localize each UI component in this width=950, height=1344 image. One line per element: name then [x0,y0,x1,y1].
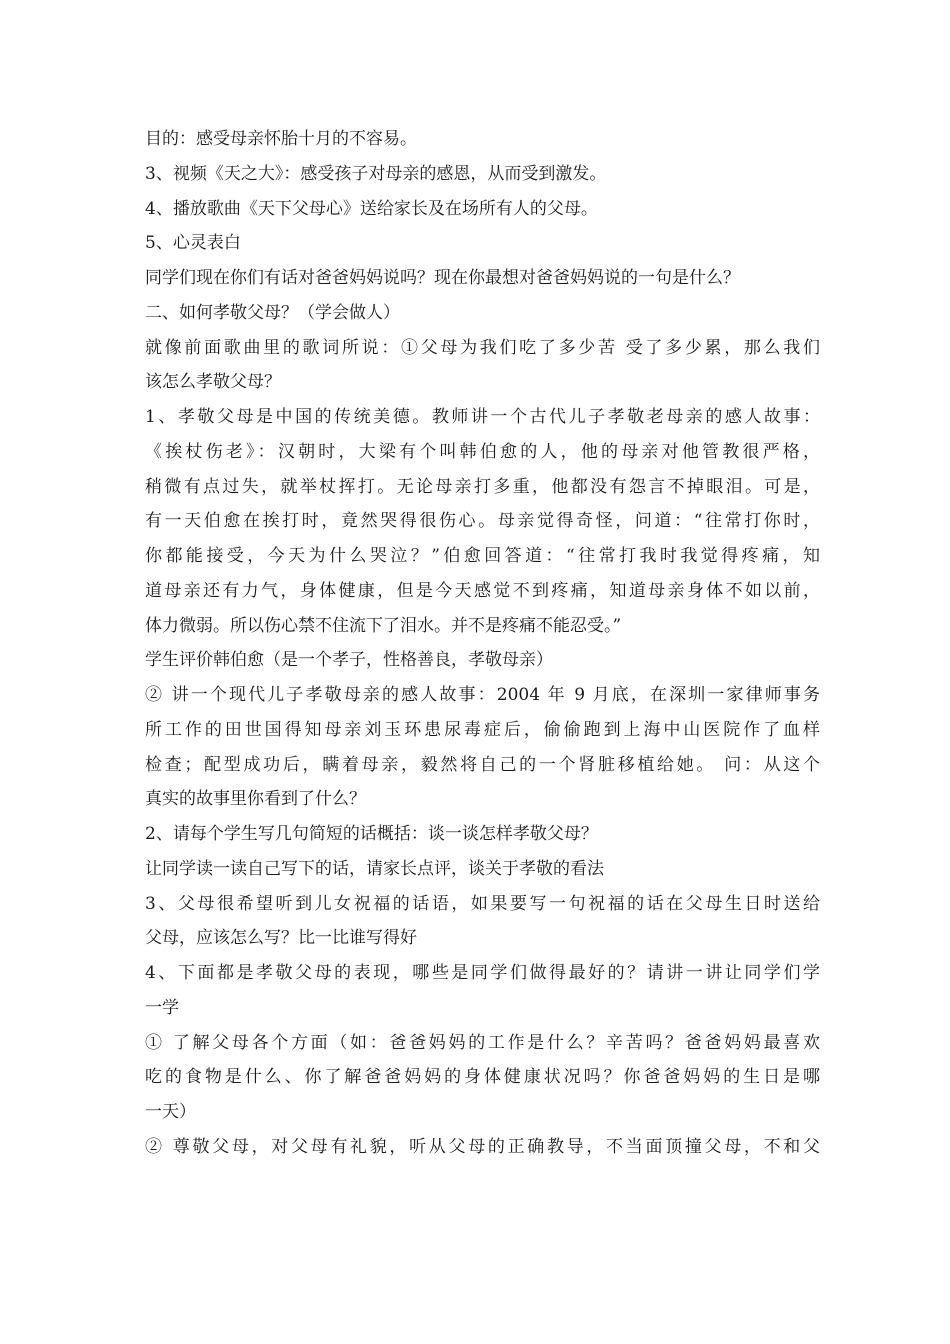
text-line-11: 稍微有点过失，就举杖挥打。无论母亲打多重，他都没有怨言不掉眼泪。可是， [145,476,820,497]
text-line-18: 所工作的田世国得知母亲刘玉环患尿毒症后，偷偷跑到上海中山医院作了血样 [145,719,820,740]
text-line-27: ① 了解父母各个方面（如：爸爸妈妈的工作是什么？辛苦吗？爸爸妈妈最喜欢 [145,1032,820,1053]
text-line-5: 同学们现在你们有话对爸爸妈妈说吗？现在你最想对爸爸妈妈说的一句是什么？ [145,268,740,288]
text-line-8: 该怎么孝敬父母？ [145,372,281,393]
text-line-13: 你都能接受，今天为什么哭泣？”伯愈回答道：“往常打我时我觉得疼痛，知 [145,546,820,566]
document-page [145,122,820,1165]
text-line-16: 学生评价韩伯愈（是一个孝子，性格善良，孝敬母亲） [145,650,553,671]
text-line-26: 一学 [145,997,179,1018]
text-line-19: 检查；配型成功后，瞒着母亲，毅然将自己的一个肾脏移植给她。 问：从这个 [145,754,820,775]
text-line-23: 3、父母很希望听到儿女祝福的话语，如果要写一句祝福的话在父母生日时送给 [145,893,820,914]
text-line-25: 4、下面都是孝敬父母的表现，哪些是同学们做得最好的？请讲一讲让同学们学 [145,963,820,983]
text-line-29: 一天） [145,1102,196,1122]
section-heading: 二、如何孝敬父母？（学会做人） [145,302,400,323]
text-line-17: ② 讲一个现代儿子孝敬母亲的感人故事：2004 年 9 月底，在深圳一家律师事务 [145,685,820,705]
text-line-4: 5、心灵表白 [145,233,241,254]
text-line-24: 父母，应该怎么写？比一比谁写得好 [145,928,417,949]
text-line-22: 让同学读一读自己写下的话，请家长点评，谈关于孝敬的看法 [145,858,604,879]
text-line-28: 吃的食物是什么、你了解爸爸妈妈的身体健康状况吗？你爸爸妈妈的生日是哪 [145,1067,820,1088]
text-line-14: 道母亲还有力气，身体健康，但是今天感觉不到疼痛，知道母亲身体不如以前， [145,580,820,601]
text-line-21: 2、请每个学生写几句简短的话概括：谈一谈怎样孝敬父母？ [145,824,598,844]
text-line-15: 体力微弱。所以伤心禁不住流下了泪水。并不是疼痛不能忍受。” [145,615,622,636]
text-line-10: 《挨杖伤老》：汉朝时，大梁有个叫韩伯愈的人，他的母亲对他管教很严格， [145,441,820,462]
text-line-9: 1、孝敬父母是中国的传统美德。教师讲一个古代儿子孝敬老母亲的感人故事： [145,407,820,427]
text-line-30: ② 尊敬父母，对父母有礼貌，听从父母的正确教导，不当面顶撞父母，不和父 [145,1136,820,1157]
text-line-7: 就像前面歌曲里的歌词所说：①父母为我们吃了多少苦 受了多少累，那么我们 [145,337,820,358]
text-line-12: 有一天伯愈在挨打时，竟然哭得很伤心。母亲觉得奇怪，问道：“往常打你时， [145,511,820,532]
text-line-1: 目的：感受母亲怀胎十月的不容易。 [145,129,417,149]
text-line-2: 3、视频《天之大》：感受孩子对母亲的感恩，从而受到激发。 [145,163,607,184]
text-line-3: 4、播放歌曲《天下父母心》送给家长及在场所有人的父母。 [145,198,598,219]
text-line-20: 真实的故事里你看到了什么？ [145,789,366,810]
